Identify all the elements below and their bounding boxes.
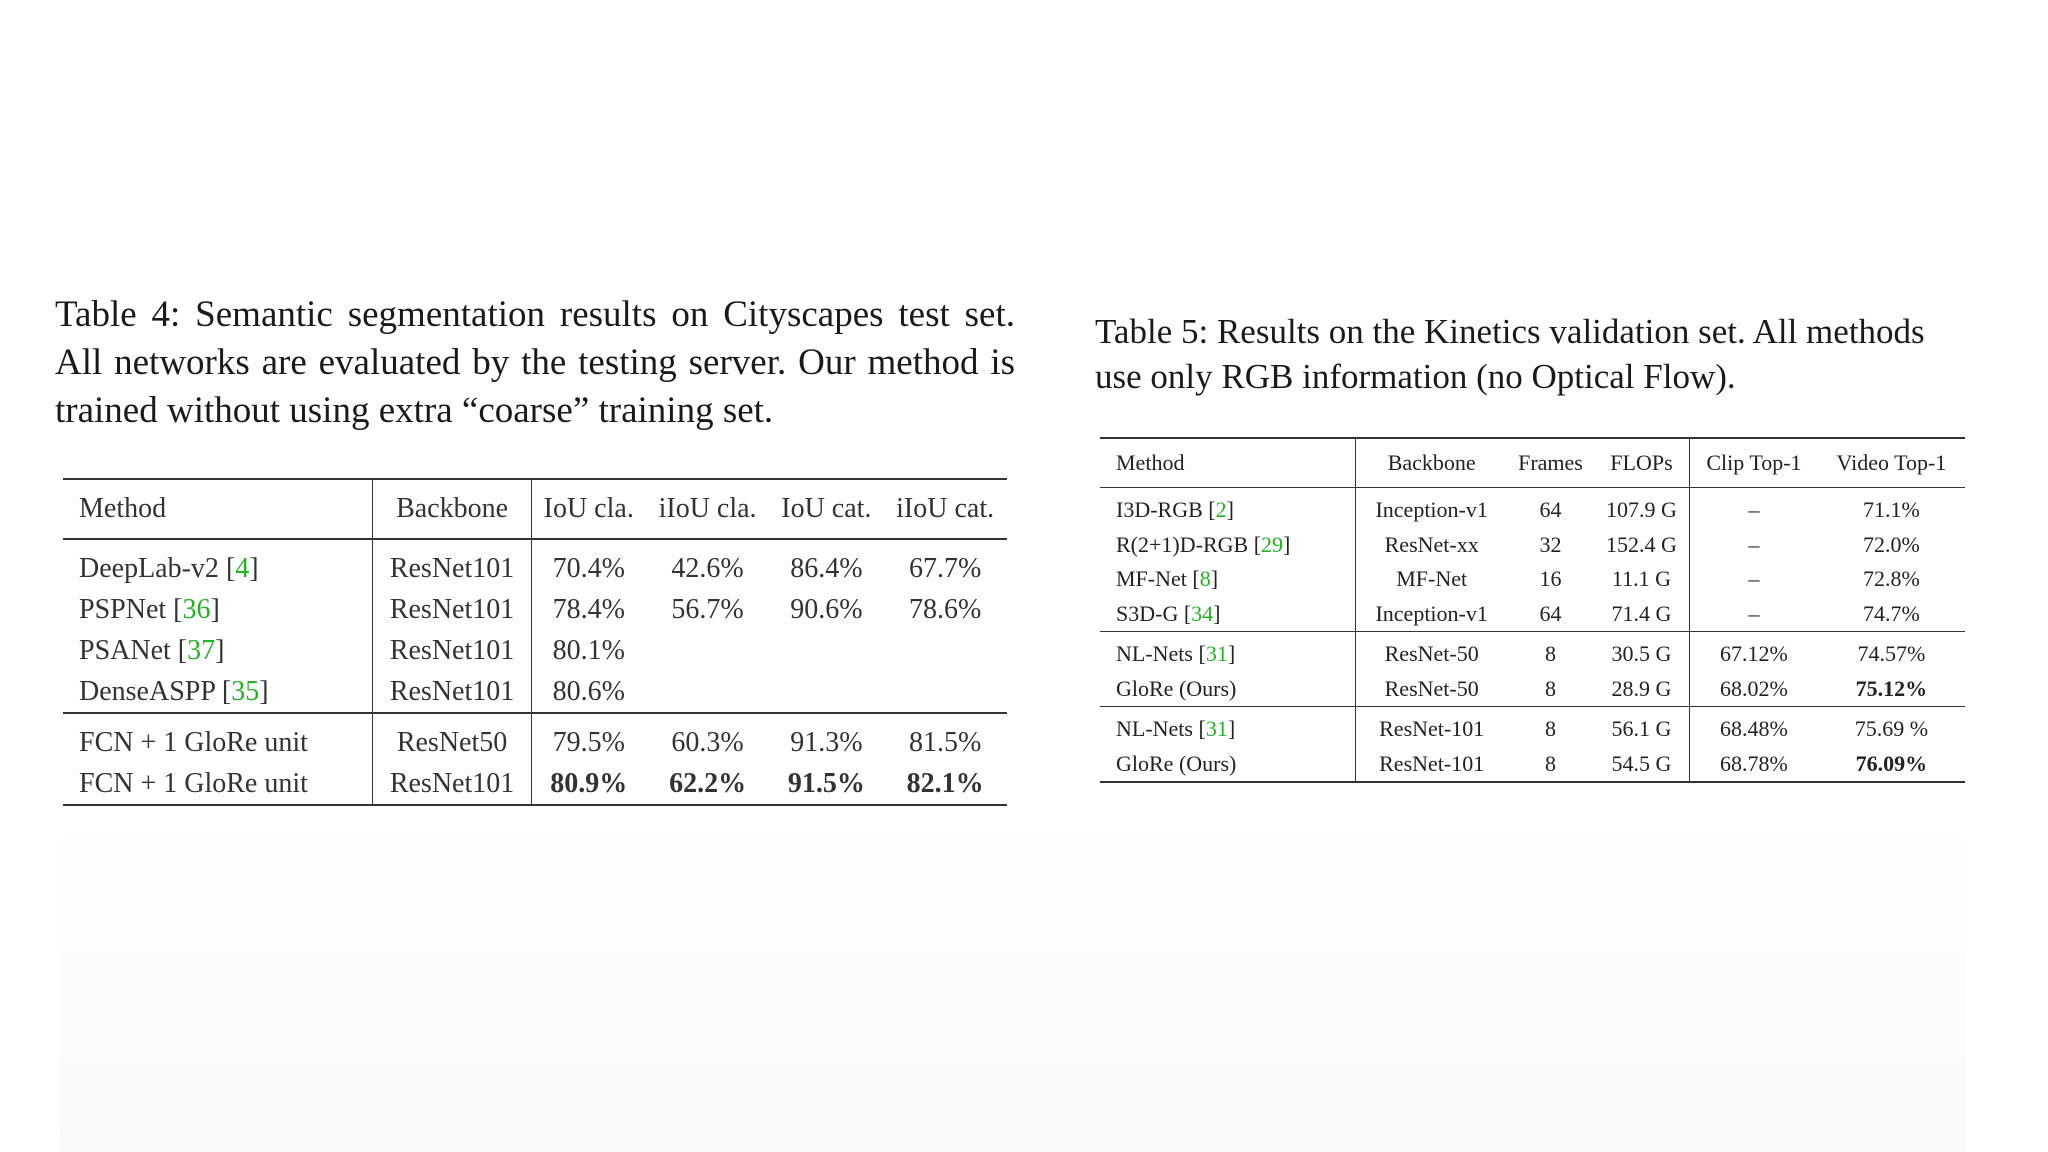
table5-header-clip-top1: Clip Top-1 xyxy=(1690,438,1818,488)
table5-header-method: Method xyxy=(1116,450,1185,475)
table4-caption: Table 4: Semantic segmentation results on Cityscapes test set. All networks are evaluated by the testing server. Our method is trained without using extra “coarse” training set. xyxy=(55,294,1015,431)
video-cell: 71.1% xyxy=(1863,497,1920,523)
citation-link[interactable]: 8 xyxy=(1199,566,1211,592)
value-cell-best: 91.5% xyxy=(787,767,865,799)
empty-cell xyxy=(646,630,770,671)
flops-cell: 152.4 G xyxy=(1606,531,1677,557)
value-cell: 90.6% xyxy=(790,593,863,625)
frames-cell: 8 xyxy=(1544,641,1556,667)
video-cell: 74.7% xyxy=(1863,600,1920,626)
video-cell-best: 76.09% xyxy=(1855,750,1928,776)
table-row xyxy=(1100,707,1965,747)
empty-cell xyxy=(769,671,883,713)
flops-cell: 28.9 G xyxy=(1611,675,1672,701)
frames-cell: 8 xyxy=(1544,716,1556,742)
value-cell: 42.6% xyxy=(671,552,744,584)
table-row xyxy=(63,539,1007,589)
value-cell: 67.7% xyxy=(908,552,982,584)
clip-cell: – xyxy=(1690,528,1818,563)
value-cell: 79.5% xyxy=(531,713,646,763)
table-row xyxy=(63,671,1007,713)
table-row xyxy=(63,763,1007,805)
flops-cell: 11.1 G xyxy=(1611,566,1671,592)
table-row xyxy=(1100,562,1965,597)
value-cell: 56.7% xyxy=(671,593,744,625)
citation-link[interactable]: 4 xyxy=(235,552,250,584)
value-cell: 91.3% xyxy=(790,726,863,758)
method-cell: GloRe (Ours) xyxy=(1116,750,1237,776)
table5-header-frames: Frames xyxy=(1518,450,1583,475)
method-cell: R(2+1)D-RGB [29] xyxy=(1116,531,1291,557)
method-cell: NL-Nets [31] xyxy=(1116,716,1236,742)
backbone-cell: ResNet101 xyxy=(373,539,531,589)
table4-header-iiou-cla: iIoU cla. xyxy=(658,493,757,524)
method-cell: MF-Net [8] xyxy=(1116,566,1219,592)
citation-link[interactable]: 34 xyxy=(1191,600,1214,626)
value-cell-best: 82.1% xyxy=(906,767,984,799)
empty-cell xyxy=(883,671,1007,713)
clip-cell: – xyxy=(1690,562,1818,597)
method-cell: GloRe (Ours) xyxy=(1116,675,1237,701)
table5-header-row xyxy=(1100,438,1965,488)
frames-cell: 16 xyxy=(1539,566,1562,592)
table-row xyxy=(1100,597,1965,632)
method-cell: DenseASPP [35] xyxy=(79,675,269,707)
frames-cell: 32 xyxy=(1539,531,1562,557)
method-cell: S3D-G [34] xyxy=(1116,600,1221,626)
value-cell: 60.3% xyxy=(671,726,744,758)
table-row xyxy=(1100,747,1965,783)
backbone-cell: ResNet101 xyxy=(373,630,531,671)
table-row xyxy=(63,630,1007,671)
video-cell: 72.8% xyxy=(1863,566,1920,592)
frames-cell: 64 xyxy=(1539,497,1562,523)
video-cell: 72.0% xyxy=(1863,531,1920,557)
backbone-cell: MF-Net xyxy=(1356,562,1507,597)
table-row xyxy=(1100,632,1965,672)
backbone-cell: Inception-v1 xyxy=(1356,597,1507,632)
backbone-cell: ResNet101 xyxy=(373,589,531,630)
citation-link[interactable]: 29 xyxy=(1261,531,1284,557)
table5 xyxy=(1100,437,1965,783)
table-row xyxy=(1100,672,1965,707)
clip-cell: – xyxy=(1690,597,1818,632)
citation-link[interactable]: 36 xyxy=(182,593,211,625)
table4-header-backbone: Backbone xyxy=(373,479,531,539)
citation-link[interactable]: 35 xyxy=(231,675,260,707)
backbone-cell: ResNet101 xyxy=(373,671,531,713)
citation-link[interactable]: 31 xyxy=(1205,716,1228,742)
backbone-cell: ResNet101 xyxy=(373,763,531,805)
value-cell-best: 80.9% xyxy=(531,763,646,805)
table-row xyxy=(1100,528,1965,563)
value-cell: 80.6% xyxy=(531,671,646,713)
backbone-cell: ResNet-101 xyxy=(1356,747,1507,783)
table4-header-method: Method xyxy=(79,493,167,524)
empty-cell xyxy=(646,671,770,713)
table4-header-iou-cla: IoU cla. xyxy=(531,479,646,539)
value-cell: 70.4% xyxy=(531,539,646,589)
flops-cell: 54.5 G xyxy=(1611,750,1672,776)
table-row xyxy=(63,713,1007,763)
clip-cell: 68.02% xyxy=(1690,672,1818,707)
backbone-cell: ResNet50 xyxy=(373,713,531,763)
backbone-cell: ResNet-50 xyxy=(1356,632,1507,672)
backbone-cell: ResNet-xx xyxy=(1356,528,1507,563)
method-cell: NL-Nets [31] xyxy=(1116,641,1236,667)
table4-header-row xyxy=(63,479,1007,539)
flops-cell: 107.9 G xyxy=(1606,497,1677,523)
value-cell: 80.1% xyxy=(531,630,646,671)
video-cell-best: 75.12% xyxy=(1855,675,1928,701)
table4-header-iou-cat: IoU cat. xyxy=(781,493,872,524)
video-cell: 75.69 % xyxy=(1854,716,1929,742)
backbone-cell: ResNet-101 xyxy=(1356,707,1507,747)
citation-link[interactable]: 2 xyxy=(1215,497,1227,523)
table5-header-flops: FLOPs xyxy=(1610,450,1673,475)
method-cell: FCN + 1 GloRe unit xyxy=(79,726,308,758)
method-cell: I3D-RGB [2] xyxy=(1116,497,1234,523)
background-panel xyxy=(60,815,1965,1152)
empty-cell xyxy=(769,630,883,671)
method-cell: DeepLab-v2 [4] xyxy=(79,552,259,584)
table-row xyxy=(1100,488,1965,528)
value-cell: 78.4% xyxy=(531,589,646,630)
citation-link[interactable]: 31 xyxy=(1205,641,1228,667)
citation-link[interactable]: 37 xyxy=(187,634,216,666)
table5-caption: Table 5: Results on the Kinetics validation set. All methods use only RGB information (no Optical Flow). xyxy=(1095,312,1925,396)
value-cell: 81.5% xyxy=(908,726,982,758)
frames-cell: 8 xyxy=(1544,750,1556,776)
value-cell-best: 62.2% xyxy=(669,767,747,799)
table5-header-video-top1: Video Top-1 xyxy=(1836,450,1947,475)
method-cell: FCN + 1 GloRe unit xyxy=(79,767,308,799)
clip-cell: 68.48% xyxy=(1690,707,1818,747)
table4-header-iiou-cat: iIoU cat. xyxy=(896,493,995,524)
video-cell: 74.57% xyxy=(1857,641,1926,667)
flops-cell: 56.1 G xyxy=(1611,716,1672,742)
backbone-cell: ResNet-50 xyxy=(1356,672,1507,707)
clip-cell: – xyxy=(1690,488,1818,528)
clip-cell: 67.12% xyxy=(1690,632,1818,672)
value-cell: 86.4% xyxy=(790,552,863,584)
table4 xyxy=(63,478,1007,806)
method-cell: PSANet [37] xyxy=(79,634,225,666)
table-row xyxy=(63,589,1007,630)
frames-cell: 8 xyxy=(1544,675,1556,701)
flops-cell: 30.5 G xyxy=(1611,641,1672,667)
frames-cell: 64 xyxy=(1539,600,1562,626)
clip-cell: 68.78% xyxy=(1690,747,1818,783)
table5-header-backbone: Backbone xyxy=(1356,438,1507,488)
flops-cell: 71.4 G xyxy=(1611,600,1672,626)
backbone-cell: Inception-v1 xyxy=(1356,488,1507,528)
method-cell: PSPNet [36] xyxy=(79,593,220,625)
empty-cell xyxy=(883,630,1007,671)
value-cell: 78.6% xyxy=(908,593,982,625)
